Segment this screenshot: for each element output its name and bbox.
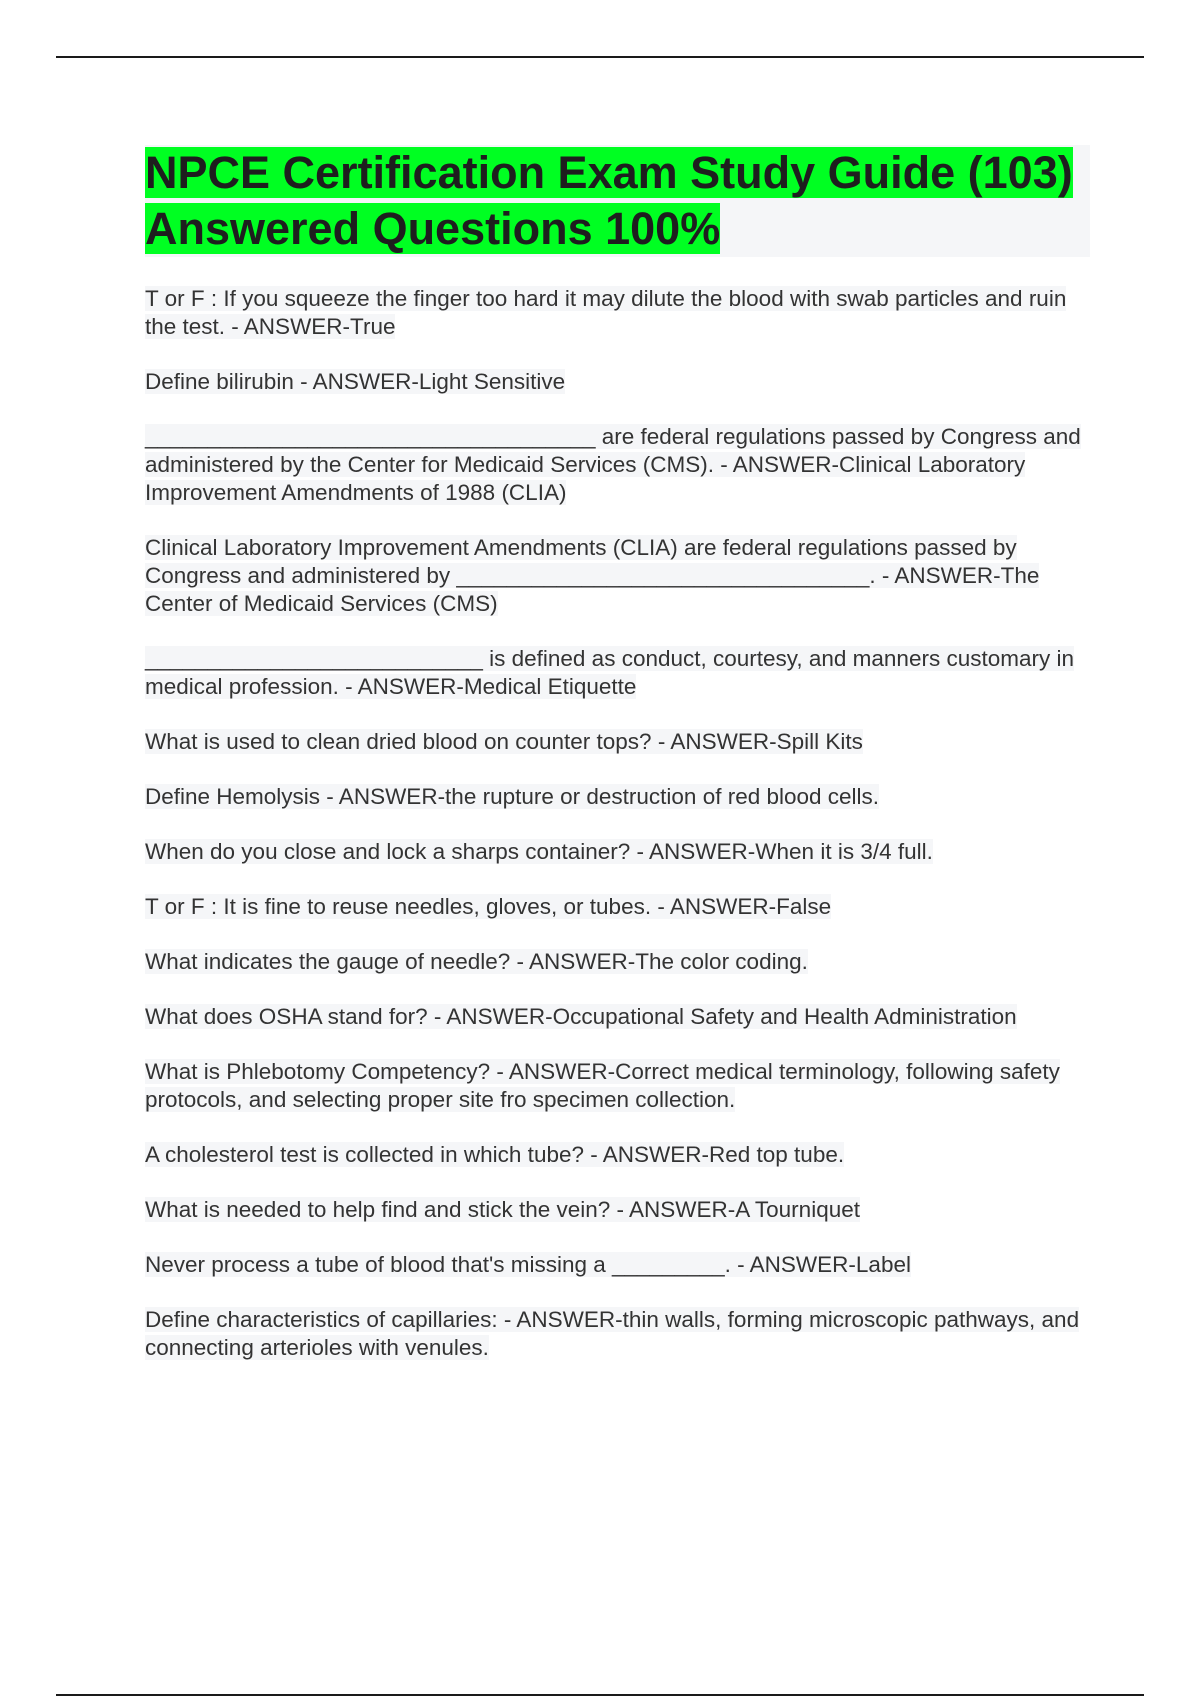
title-block bbox=[145, 145, 1090, 257]
qa-item: What is used to clean dried blood on counter tops? - ANSWER-Spill Kits bbox=[145, 729, 863, 754]
document-body bbox=[145, 145, 1090, 1389]
document-title-highlight: NPCE Certification Exam Study Guide (103) Answered Questions 100% bbox=[145, 147, 1073, 254]
qa-item: When do you close and lock a sharps container? - ANSWER-When it is 3/4 full. bbox=[145, 839, 933, 864]
qa-list bbox=[145, 285, 1090, 1362]
qa-item: What is needed to help find and stick the vein? - ANSWER-A Tourniquet bbox=[145, 1197, 860, 1222]
qa-item: Clinical Laboratory Improvement Amendments (CLIA) are federal regulations passed by Congress and administered by _________________________________. - ANSWER-The Center of Medicaid Services (CMS) bbox=[145, 535, 1040, 616]
qa-item: ____________________________________ are federal regulations passed by Congress and administered by the Center for Medicaid Services (CMS). - ANSWER-Clinical Laboratory Improvement Amendments of 1988 (CLIA) bbox=[145, 424, 1081, 505]
qa-item: What does OSHA stand for? - ANSWER-Occupational Safety and Health Administration bbox=[145, 1004, 1017, 1029]
qa-item: What indicates the gauge of needle? - ANSWER-The color coding. bbox=[145, 949, 808, 974]
qa-item: T or F : It is fine to reuse needles, gloves, or tubes. - ANSWER-False bbox=[145, 894, 832, 919]
qa-item: ___________________________ is defined as conduct, courtesy, and manners customary in medical profession. - ANSWER-Medical Etiquette bbox=[145, 646, 1074, 699]
qa-item: A cholesterol test is collected in which tube? - ANSWER-Red top tube. bbox=[145, 1142, 845, 1167]
qa-item: Never process a tube of blood that's missing a _________. - ANSWER-Label bbox=[145, 1252, 911, 1277]
qa-item: Define bilirubin - ANSWER-Light Sensitive bbox=[145, 369, 566, 394]
header-rule bbox=[56, 56, 1144, 58]
qa-item: Define Hemolysis - ANSWER-the rupture or destruction of red blood cells. bbox=[145, 784, 880, 809]
footer-rule bbox=[56, 1694, 1144, 1696]
qa-item: What is Phlebotomy Competency? - ANSWER-Correct medical terminology, following safety protocols, and selecting proper site fro specimen collection. bbox=[145, 1059, 1060, 1112]
qa-item: T or F : If you squeeze the finger too hard it may dilute the blood with swab particles and ruin the test. - ANSWER-True bbox=[145, 286, 1067, 339]
document-title bbox=[145, 145, 1090, 257]
qa-item: Define characteristics of capillaries: - ANSWER-thin walls, forming microscopic pathways, and connecting arterioles with venules. bbox=[145, 1307, 1080, 1360]
